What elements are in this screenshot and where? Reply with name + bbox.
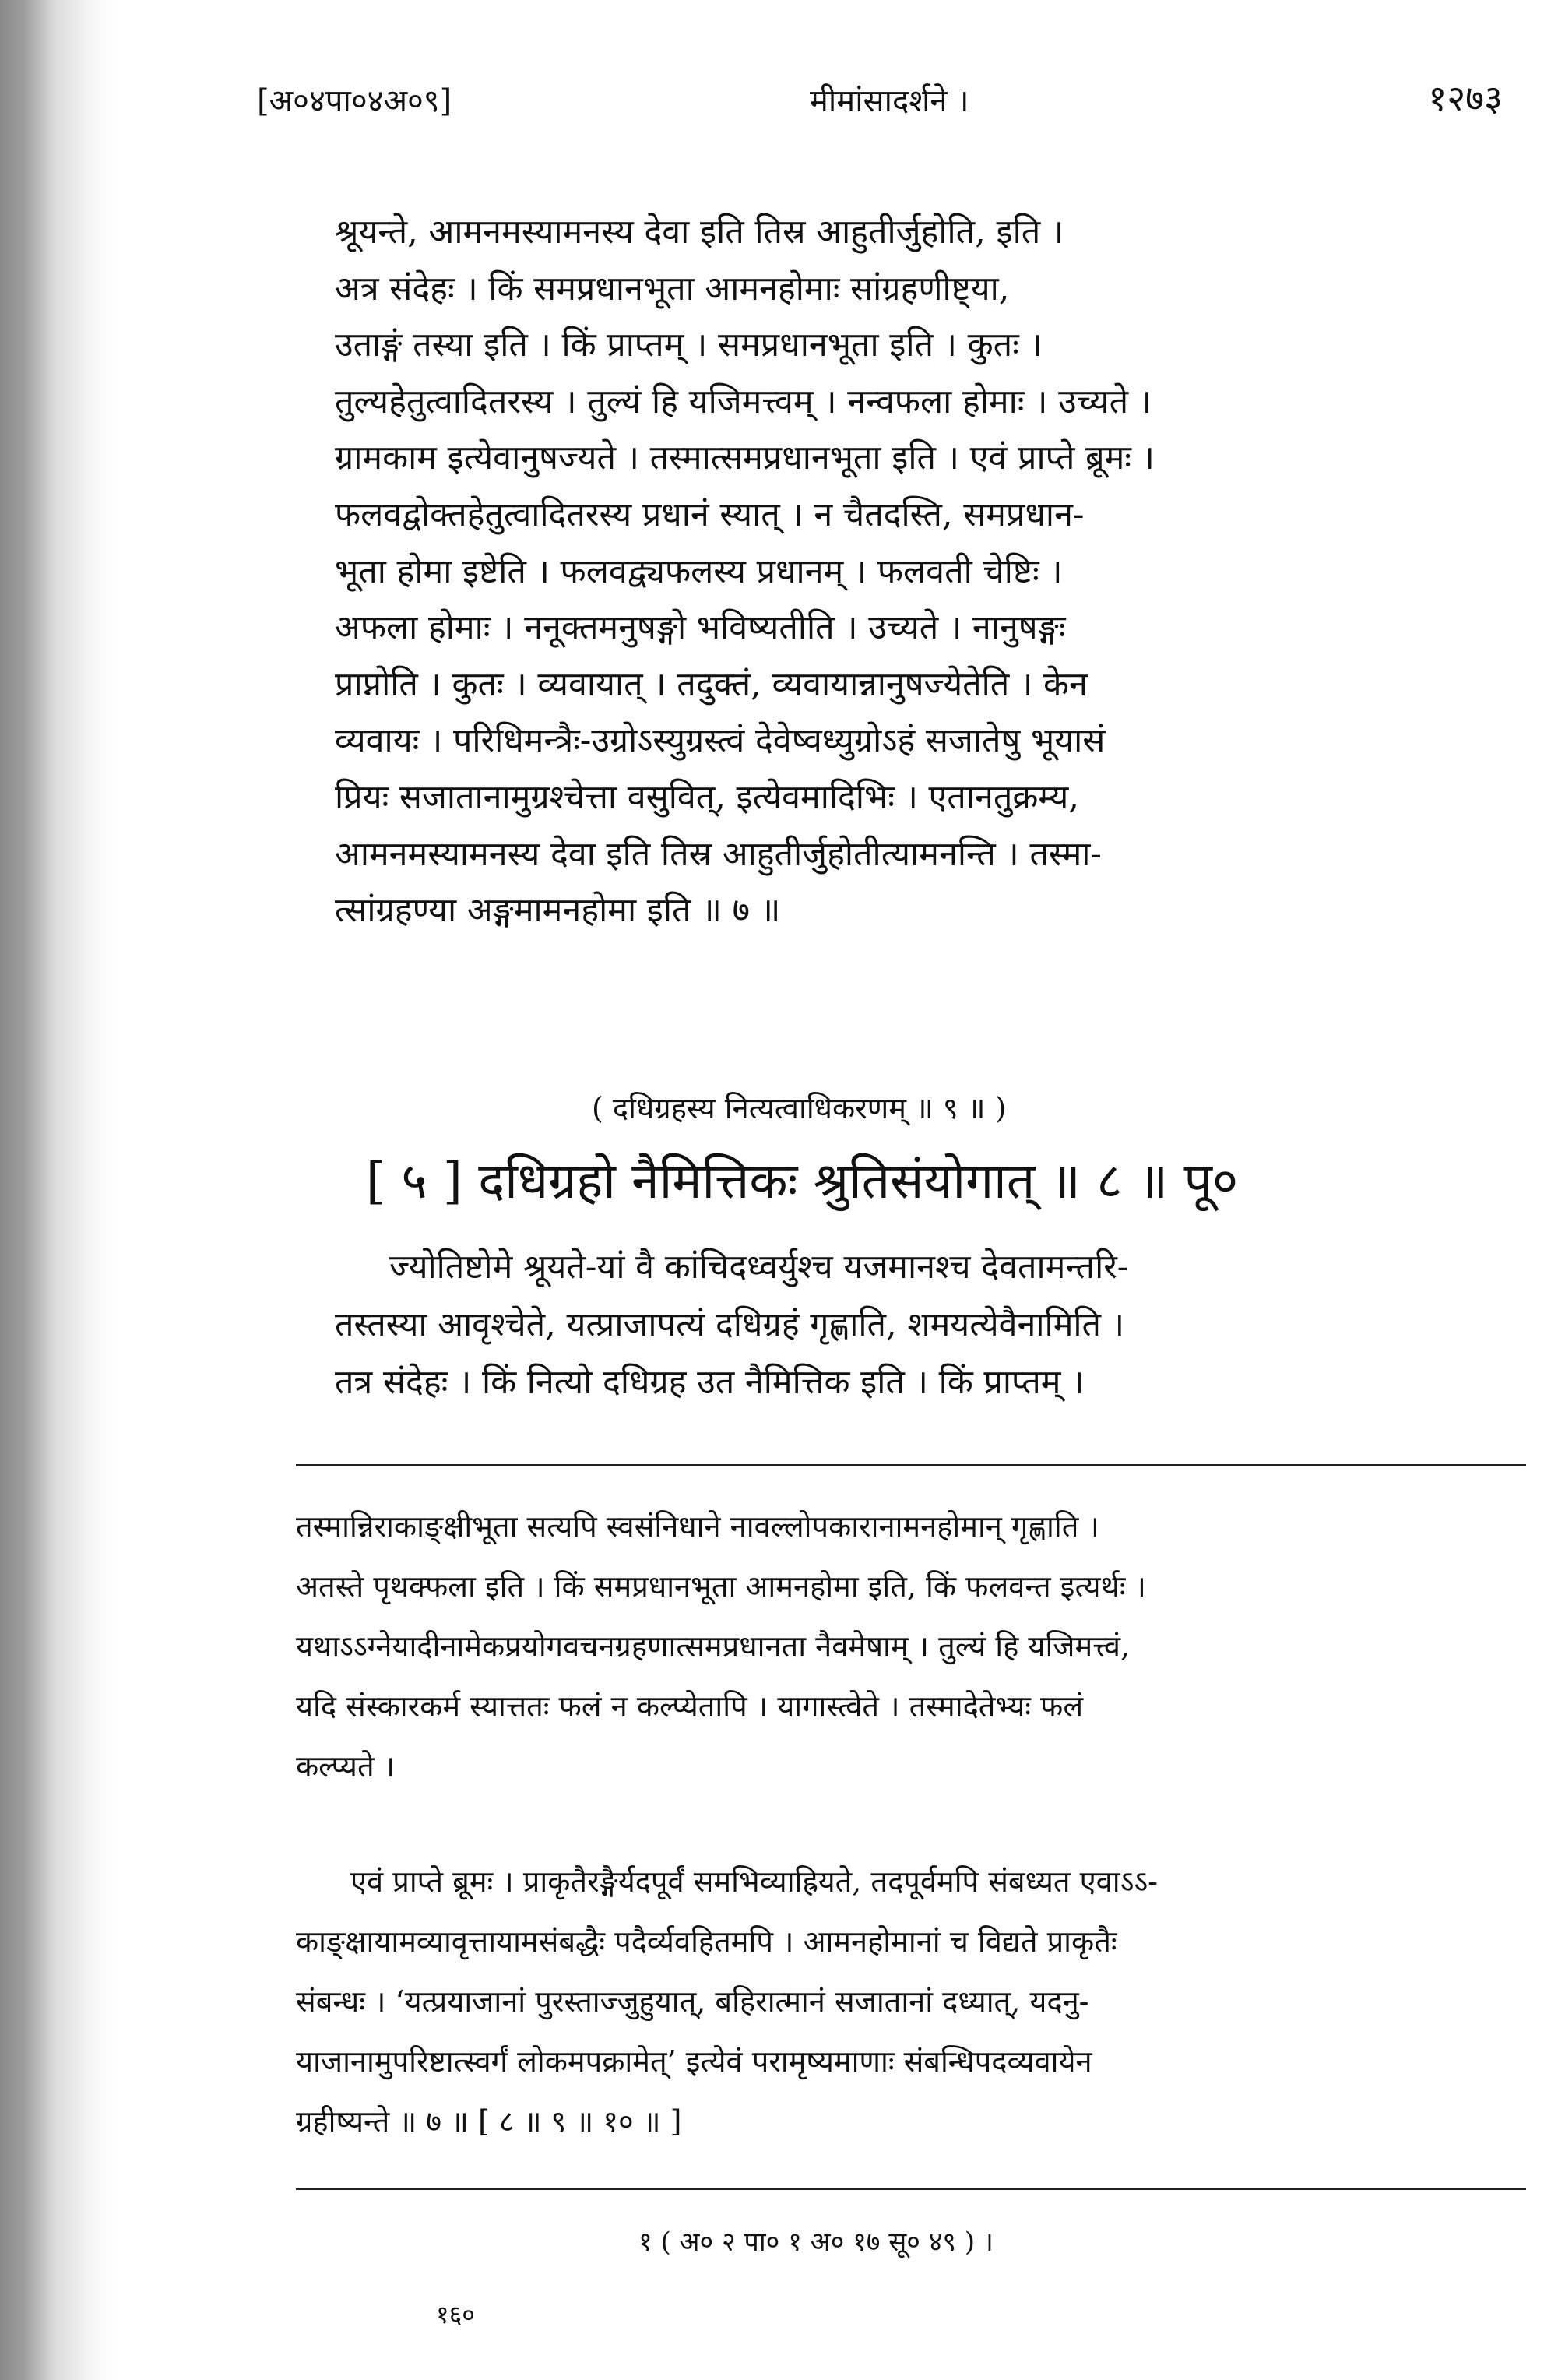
- text-line: उताङ्गं तस्या इति । किं प्राप्तम् । समप्रधानभूता इति । कुतः ।: [335, 326, 1043, 365]
- text-line: एवं प्राप्ते ब्रूमः । प्राकृतैरङ्गैर्यदपूर्वं समभिव्याह्रियते, तदपूर्वमपि संबध्यत एवाऽऽ-: [350, 1864, 1158, 1899]
- text-line: अफला होमाः । ननूक्तमनुषङ्गो भविष्यतीति । उच्यते । नानुषङ्गः: [335, 608, 1066, 648]
- text-line: तत्र संदेहः । किं नित्यो दधिग्रह उत नैमित्तिक इति । किं प्राप्तम् ।: [335, 1363, 1085, 1402]
- commentary-paragraph: [296, 1497, 1526, 1797]
- running-header: [257, 78, 1518, 132]
- text-line: फलवद्वोक्तहेतुत्वादितरस्य प्रधानं स्यात् । न चैतदस्ति, समप्रधान-: [335, 495, 1085, 534]
- section-reference: [अ०४पा०४अ०९]: [257, 83, 452, 119]
- commentary-paragraph: [296, 1852, 1526, 2152]
- text-line: भूता होमा इष्टेति । फलवद्व्यफलस्य प्रधानम् । फलवती चेष्टिः ।: [335, 551, 1063, 591]
- text-line: प्राप्नोति । कुतः । व्यवायात् । तदुक्तं, व्यवायान्नानुषज्येतेति । केन: [335, 664, 1088, 704]
- book-title: मीमांसादर्शने ।: [810, 83, 969, 119]
- text-line: तुल्यहेतुत्वादितरस्य । तुल्यं हि यजिमत्त्वम् । नन्वफला होमाः । उच्यते ।: [335, 382, 1152, 421]
- text-line: यदि संस्कारकर्म स्यात्ततः फलं न कल्प्येतापि । यागास्त्वेते । तस्मादेतेभ्यः फलं: [296, 1689, 1084, 1723]
- text-line: याजानामुपरिष्टात्स्वर्गं लोकमपक्रामेत्’ इत्येवं परामृष्यमाणाः संबन्धिपदव्यवायेन: [296, 2044, 1092, 2079]
- section-divider: [296, 1464, 1526, 1466]
- page-number: १२७३: [1428, 77, 1503, 119]
- text-line: अत्र संदेहः । किं समप्रधानभूता आमनहोमाः सांग्रहणीष्ट्या,: [335, 269, 1010, 308]
- text-line: कल्प्यते ।: [296, 1749, 396, 1783]
- adhikarana-heading: ( दधिग्रहस्य नित्यत्वाधिकरणम् ॥ ९ ॥ ): [592, 1091, 1007, 1125]
- text-line: तस्तस्या आवृश्चेते, यत्प्राजापत्यं दधिग्रहं गृह्णाति, शमयत्येवैनामिति ।: [335, 1305, 1125, 1344]
- printer-signature: १६०: [436, 2300, 475, 2329]
- footnote: १ ( अ० २ पा० १ अ० १७ सू० ४९ ) ।: [638, 2227, 994, 2258]
- text-line: यथाऽऽग्नेयादीनामेकप्रयोगवचनग्रहणात्समप्रधानता नैवमेषाम् । तुल्यं हि यजिमत्त्वं,: [296, 1629, 1131, 1664]
- text-line: तस्मान्निराकाङ्क्षीभूता सत्यपि स्वसंनिधाने नावल्लोपकारानामनहोमान् गृह्णाति ।: [296, 1509, 1099, 1544]
- text-line: ग्रहीष्यन्ते ॥ ७ ॥ [ ८ ॥ ९ ॥ १० ॥ ]: [296, 2104, 682, 2139]
- text-line: व्यवायः । परिधिमन्त्रैः-उग्रोऽस्युग्रस्त्वं देवेष्वध्युग्रोऽहं सजातेषु भूयासं: [335, 721, 1106, 761]
- text-line: प्रियः सजातानामुग्रश्चेत्ता वसुवित्, इत्येवमादिभिः । एतानतुक्रम्य,: [335, 777, 1079, 817]
- main-text: [335, 204, 1495, 939]
- page-binding-edge: [0, 0, 117, 2380]
- sutra-heading: [ ५ ] दधिग्रहो नैमित्तिकः श्रुतिसंयोगात् ॥ ८ ॥ पू०: [366, 1153, 1239, 1210]
- text-line: अतस्ते पृथक्फला इति । किं समप्रधानभूता आमनहोमा इति, किं फलवन्त इत्यर्थः ।: [296, 1569, 1146, 1604]
- text-line: श्रूयन्ते, आमनमस्यामनस्य देवा इति तिस्र आहुतीर्जुहोति, इति ।: [335, 213, 1064, 252]
- text-line: त्सांग्रहण्या अङ्गमामनहोमा इति ॥ ७ ॥: [335, 891, 781, 931]
- text-line: संबन्धः । ‘यत्प्रयाजानां पुरस्ताज्जुहुयात्, बहिरात्मानं सजातानां दध्यात्, यदनु-: [296, 1984, 1089, 2019]
- text-line: ग्रामकाम इत्येवानुषज्यते । तस्मात्समप्रधानभूता इति । एवं प्राप्ते ब्रूमः ।: [335, 438, 1155, 478]
- text-line: काङ्क्षायामव्यावृत्तायामसंबद्धैः पदैर्व्यवहितमपि । आमनहोमानां च विद्यते प्राकृतैः: [296, 1924, 1117, 1959]
- footnote-divider: [296, 2188, 1526, 2190]
- sutra-commentary: [335, 1238, 1495, 1411]
- text-line: आमनमस्यामनस्य देवा इति तिस्र आहुतीर्जुहोतीत्यामनन्ति । तस्मा-: [335, 834, 1102, 874]
- text-line: ज्योतिष्टोमे श्रूयते-यां वै कांचिदध्वर्युश्च यजमानश्च देवतामन्तरि-: [389, 1248, 1129, 1287]
